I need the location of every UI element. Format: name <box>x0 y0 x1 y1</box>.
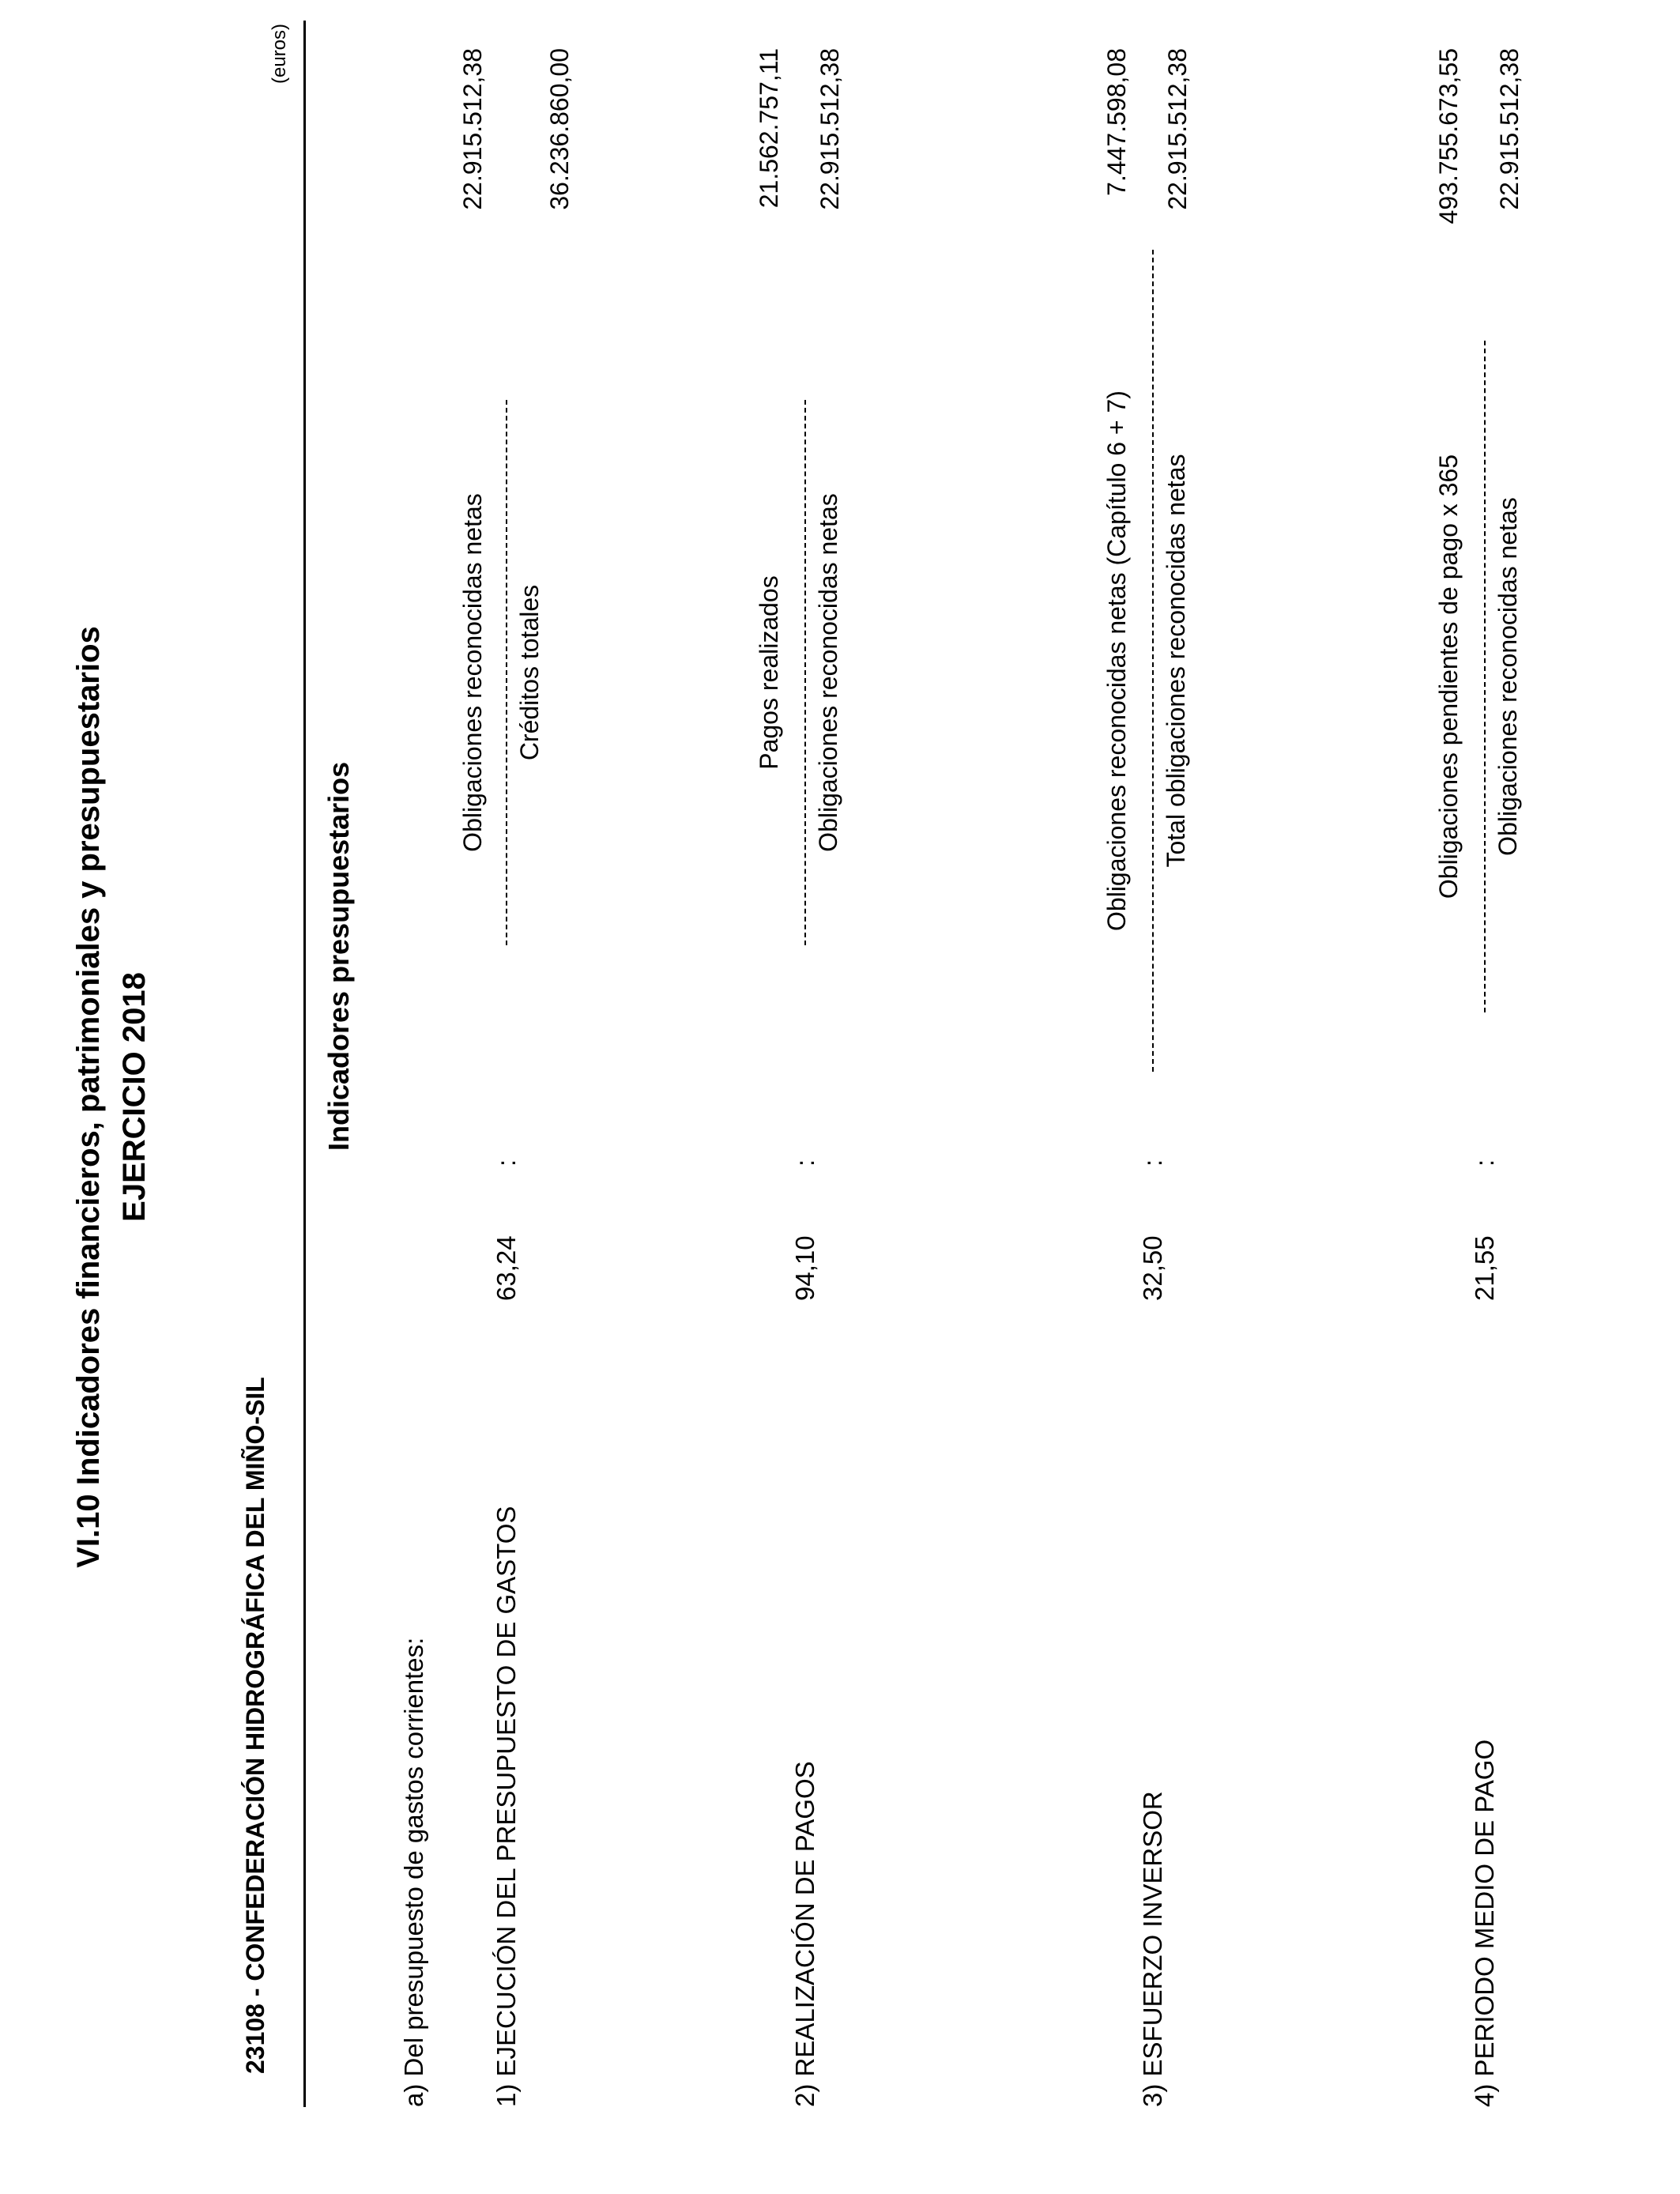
indicator-fraction <box>458 400 561 945</box>
denominator-amount: 22.915.512,38 <box>1495 48 1524 210</box>
indicator-colon: : <box>790 1159 819 1167</box>
indicator-colon: : <box>1138 1159 1167 1167</box>
fraction-numerator: Obligaciones reconocidas netas <box>458 493 487 852</box>
fraction-numerator: Obligaciones pendientes de pago x 365 <box>1434 454 1463 899</box>
numerator-amount: 21.562.757,11 <box>755 48 783 209</box>
fraction-denominator: Créditos totales <box>515 584 544 761</box>
fraction-denominator: Obligaciones reconocidas netas <box>814 493 842 852</box>
indicator-colon: : <box>492 1159 521 1167</box>
indicator-fraction <box>1434 341 1537 1012</box>
fraction-denominator: Total obligaciones reconocidas netas <box>1162 454 1190 868</box>
indicator-value: 63,24 <box>492 1235 521 1301</box>
fraction-denominator: Obligaciones reconocidas netas <box>1494 497 1522 856</box>
numerator-amount: 7.447.598,08 <box>1102 48 1131 196</box>
denominator-amount: 22.915.512,38 <box>816 48 844 210</box>
indicator-value: 32,50 <box>1138 1235 1167 1301</box>
fraction-numerator: Obligaciones reconocidas netas (Capítulo 6 + 7) <box>1102 390 1131 931</box>
indicator-value: 94,10 <box>790 1235 819 1301</box>
indicator-fraction <box>755 400 857 945</box>
denominator-amount: 22.915.512,38 <box>1163 48 1192 210</box>
indicator-value: 21,55 <box>1470 1235 1499 1301</box>
page-title: VI.10 Indicadores financieros, patrimoniales y presupuestarios <box>71 626 106 1568</box>
indicator-label: 1) EJECUCIÓN DEL PRESUPUESTO DE GASTOS <box>492 1506 521 2107</box>
organization-name: 23108 - CONFEDERACIÓN HIDROGRÁFICA DEL MIÑO-SIL <box>241 1377 269 2074</box>
fraction-bar <box>804 400 806 945</box>
fraction-bar <box>506 400 507 945</box>
header-rule <box>303 21 306 2107</box>
page-subtitle: EJERCICIO 2018 <box>117 972 152 1222</box>
fraction-bar <box>1484 341 1486 1012</box>
numerator-amount: 493.755.673,55 <box>1434 48 1463 224</box>
fraction-bar <box>1152 250 1154 1072</box>
numerator-amount: 22.915.512,38 <box>458 48 487 210</box>
indicator-label: 4) PERIODO MEDIO DE PAGO <box>1470 1739 1499 2107</box>
indicator-label: 3) ESFUERZO INVERSOR <box>1138 1791 1167 2107</box>
units-label: (euros) <box>269 23 290 84</box>
denominator-amount: 36.236.860,00 <box>545 48 574 210</box>
indicator-label: 2) REALIZACIÓN DE PAGOS <box>790 1761 819 2107</box>
section-heading: Indicadores presupuestarios <box>322 761 355 1151</box>
fraction-numerator: Pagos realizados <box>755 575 783 770</box>
indicator-colon: : <box>1470 1159 1499 1167</box>
section-intro: a) Del presupuesto de gastos corrientes: <box>399 1637 428 2107</box>
